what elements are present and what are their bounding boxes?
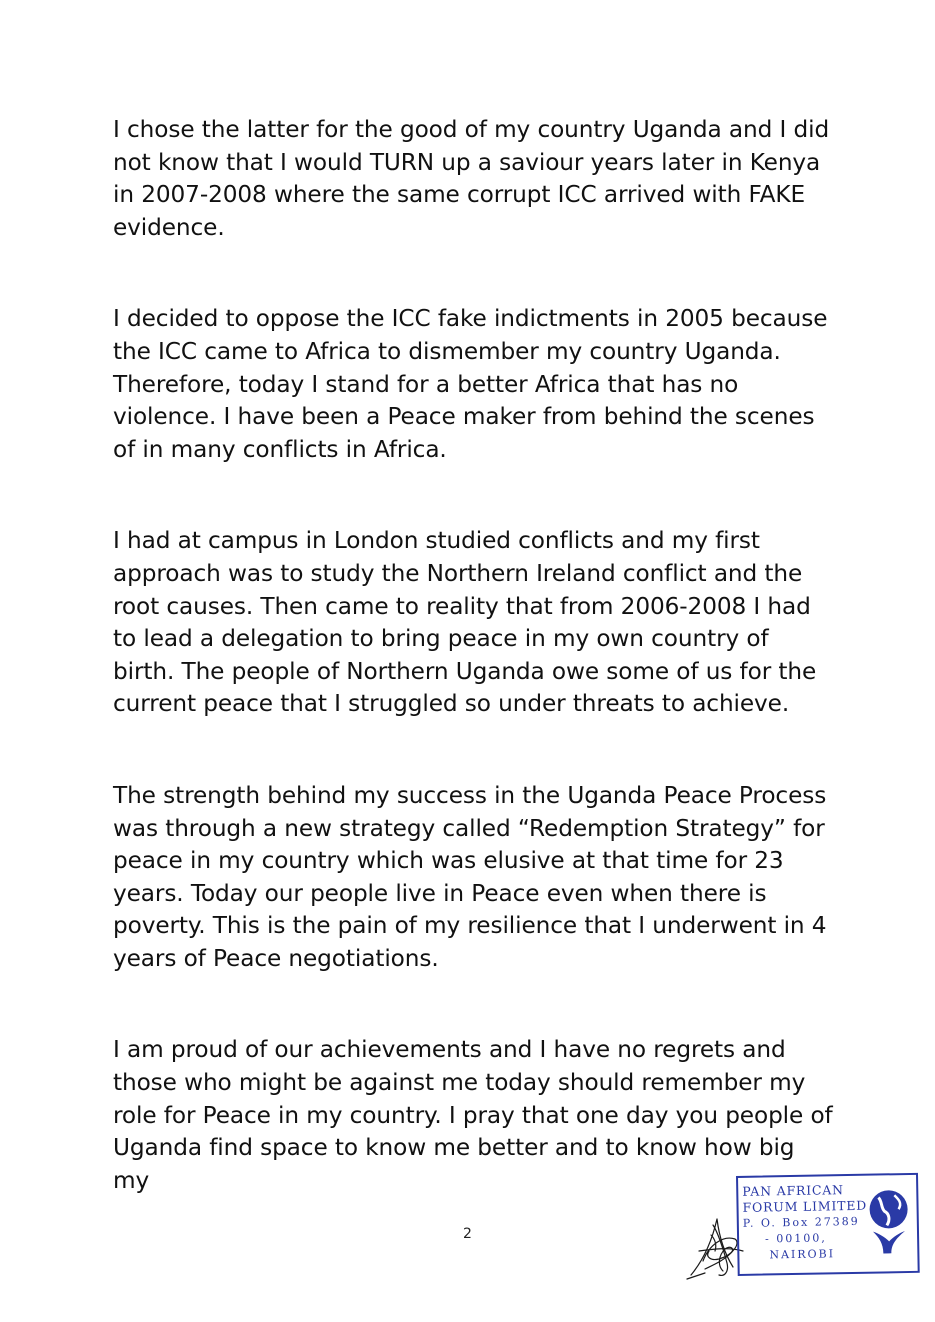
company-stamp [736,1176,918,1276]
stamp-line-4: - 00100, [764,1231,827,1246]
paragraph-3: I had at campus in London studied conflicts and my first approach was to study the Northern Ireland conflict and the root causes. Then came to reality that from 2006-2008 I had to lead a delegation to bring peace in my own country of birth. The people of Northern Uganda owe some of us for the current peace that I struggled so under threats to achieve. [113,527,817,718]
stamp-line-1: PAN AFRICAN [742,1182,844,1199]
stamp-text [742,1182,868,1264]
page-number: 2 [463,1226,472,1242]
stamp-line-5: NAIROBI [769,1247,836,1262]
stamp-line-3: P. O. Box 27389 [742,1214,860,1230]
stamp-border [736,1173,920,1276]
stamp-line-2: FORUM LIMITED [742,1197,868,1215]
paragraph-1: I chose the latter for the good of my country Uganda and I did not know that I would TURN up a saviour years later in Kenya in 2007-2008 where the same corrupt ICC arrived with FAKE evidence. [113,116,830,241]
paragraph-2: I decided to oppose the ICC fake indictments in 2005 because the ICC came to Africa to dismember my country Uganda. Therefore, today I stand for a better Africa that has no violence. I have been a Peace maker from behind the scenes of in many conflicts in Africa. [113,305,828,463]
globe-hand-logo-icon [864,1187,913,1258]
paragraph-4: The strength behind my success in the Uganda Peace Process was through a new strategy called “Redemption Strategy” for peace in my country which was elusive at that time for 23 years. Today our people live in Peace even when there is poverty. This is the pain of my resilience that I underwent in 4 years of Peace negotiations. [113,781,827,972]
paragraph-5: I am proud of our achievements and I have no regrets and those who might be against me today should remember my role for Peace in my country. I pray that one day you people of Uganda find space to know me better and to know how big my [113,1036,833,1194]
document-body [113,114,833,1256]
